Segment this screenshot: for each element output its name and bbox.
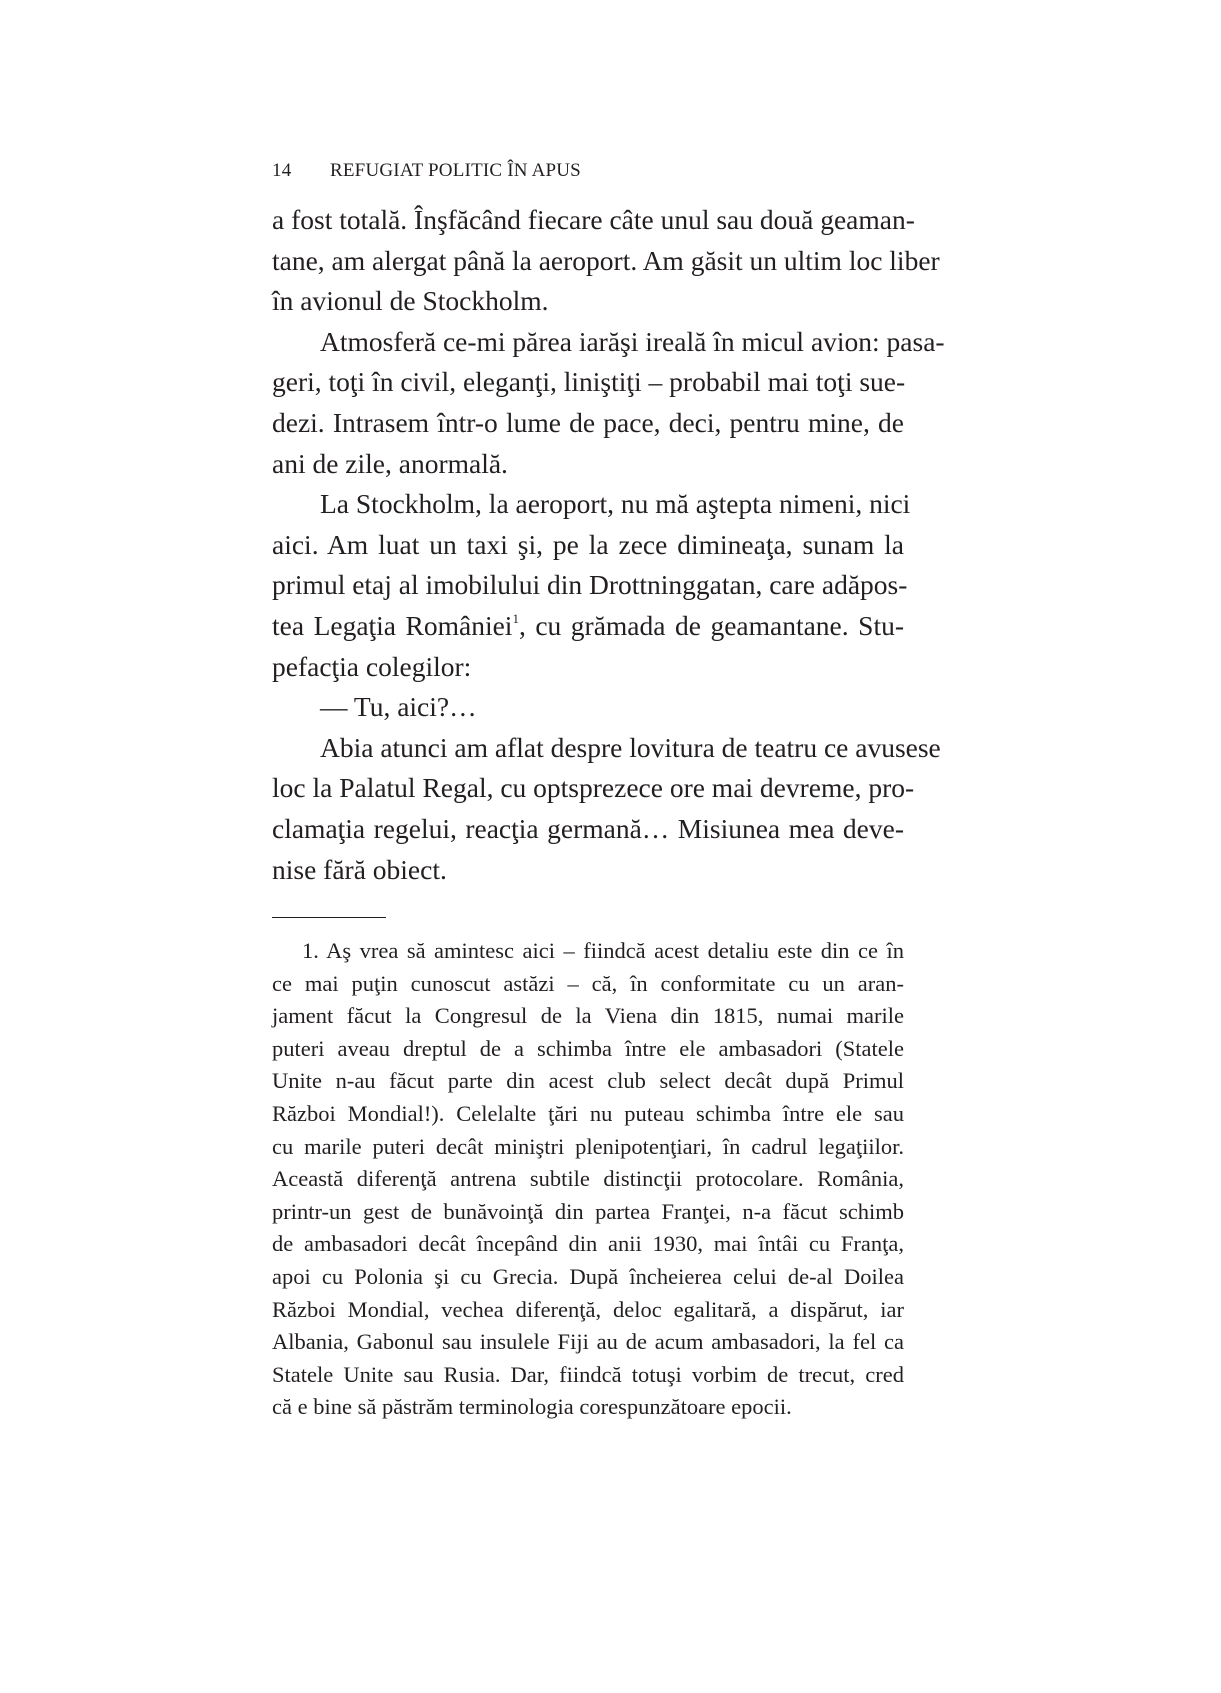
text-line: geri, toţi în civil, eleganţi, liniştiţi – probabil mai toţi sue- bbox=[272, 366, 906, 398]
footnote-reference[interactable]: 1 bbox=[512, 610, 519, 626]
footnote-line: printr-un gest de bunăvoinţă din partea Franţei, n-a făcut schimb bbox=[272, 1198, 904, 1224]
text-line: aici. Am luat un taxi şi, pe la zece dimineaţa, sunam la bbox=[272, 528, 904, 560]
text-line: nise fără obiect. bbox=[272, 853, 447, 885]
dialogue-line: — Tu, aici?… bbox=[320, 691, 477, 723]
page-number: 14 bbox=[272, 160, 292, 181]
text-line bbox=[272, 606, 904, 647]
footnote-line: ce mai puţin cunoscut astăzi – că, în conformitate cu un aran- bbox=[272, 970, 904, 996]
text-line: La Stockholm, la aeroport, nu mă aştepta nimeni, nici bbox=[320, 488, 911, 520]
text-line: pefacţia colegilor: bbox=[272, 650, 472, 682]
footnote-line: Statele Unite sau Rusia. Dar, fiindcă totuşi vorbim de trecut, cred bbox=[272, 1361, 904, 1387]
footnote-line: Albania, Gabonul sau insulele Fiji au de acum ambasadori, la fel ca bbox=[272, 1329, 904, 1355]
text-fragment: , cu grămada de geamantane. Stu- bbox=[518, 609, 904, 641]
text-line: primul etaj al imobilului din Drottninggatan, care adăpos- bbox=[272, 569, 908, 601]
text-line: în avionul de Stockholm. bbox=[272, 285, 549, 317]
text-line: dezi. Intrasem într-o lume de pace, deci, pentru mine, de bbox=[272, 406, 904, 438]
footnote-line: cu marile puteri decât miniştri plenipotenţiari, în cadrul legaţiilor. bbox=[272, 1133, 904, 1159]
footnote-line: Unite n-au făcut parte din acest club select decât după Primul bbox=[272, 1068, 904, 1094]
text-line: Abia atunci am aflat despre lovitura de teatru ce avusese bbox=[320, 731, 941, 763]
text-line: a fost totală. Înşfăcând fiecare câte unul sau două geaman- bbox=[272, 204, 915, 235]
footnote-separator bbox=[272, 917, 386, 918]
text-fragment: tea Legaţia României bbox=[272, 609, 513, 641]
footnote-line: de ambasadori decât începând din anii 1930, mai întâi cu Franţa, bbox=[272, 1231, 904, 1257]
footnote-line: puteri aveau dreptul de a schimba între ele ambasadori (Statele bbox=[272, 1035, 904, 1061]
footnote-line: apoi cu Polonia şi cu Grecia. După încheierea celui de-al Doilea bbox=[272, 1263, 904, 1289]
footnote-line: Această diferenţă antrena subtile distincţii protocolare. România, bbox=[272, 1166, 904, 1192]
text-line: ani de zile, anormală. bbox=[272, 447, 508, 479]
running-title: REFUGIAT POLITIC ÎN APUS bbox=[330, 160, 581, 181]
footnote-line: 1. Aş vrea să amintesc aici – fiindcă acest detaliu este din ce în bbox=[302, 938, 904, 963]
footnote-line: că e bine să păstrăm terminologia corespunzătoare epocii. bbox=[272, 1394, 792, 1420]
running-head bbox=[272, 160, 581, 182]
text-line: loc la Palatul Regal, cu optsprezece ore mai devreme, pro- bbox=[272, 772, 915, 804]
body-text bbox=[272, 200, 945, 890]
footnote bbox=[272, 935, 904, 1424]
footnote-line: Război Mondial, vechea diferenţă, deloc egalitară, a dispărut, iar bbox=[272, 1296, 904, 1322]
text-line: tane, am alergat până la aeroport. Am găsit un ultim loc liber bbox=[272, 244, 940, 276]
text-line: clamaţia regelui, reacţia germană… Misiunea mea deve- bbox=[272, 812, 904, 844]
footnote-line: Război Mondial!). Celelalte ţări nu puteau schimba între ele sau bbox=[272, 1100, 904, 1126]
footnote-line: jament făcut la Congresul de la Viena din 1815, numai marile bbox=[272, 1003, 904, 1029]
text-line: Atmosferă ce-mi părea iarăşi ireală în micul avion: pasa- bbox=[320, 325, 945, 357]
